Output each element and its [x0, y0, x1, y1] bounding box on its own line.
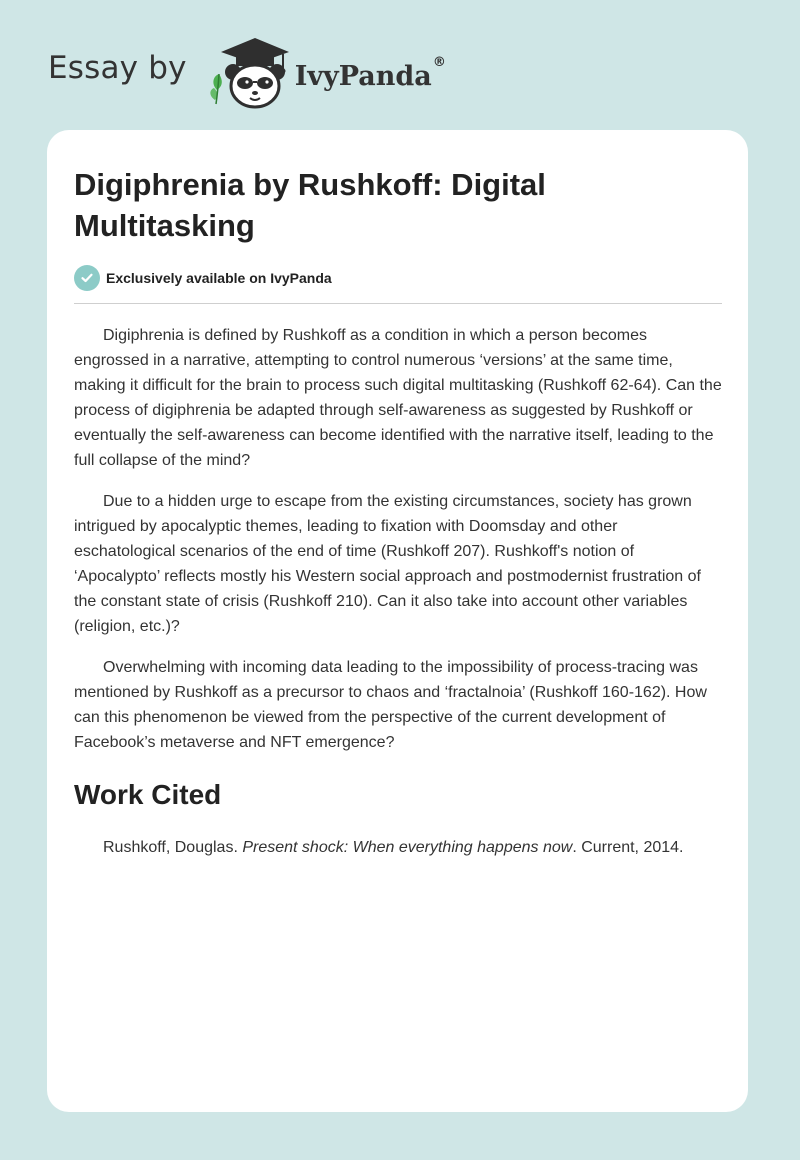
- check-circle-icon: [74, 265, 100, 291]
- exclusive-badge: [74, 264, 722, 292]
- panda-graduate-logo-icon: [205, 34, 293, 110]
- citation-entry: [74, 835, 722, 860]
- essay-card: [47, 130, 748, 1112]
- works-cited-heading: Work Cited: [74, 779, 222, 810]
- essay-title: Digiphrenia by Rushkoff: Digital Multitasking: [74, 167, 546, 243]
- citation-author: Rushkoff, Douglas.: [103, 839, 243, 856]
- brand-name: IvyPanda®: [294, 54, 446, 92]
- divider: [74, 303, 722, 304]
- citation-book-title: Present shock: When everything happens now: [242, 839, 573, 856]
- essay-paragraph: Due to a hidden urge to escape from the existing circumstances, society has grown intrigued by apocalyptic themes, leading to fixation with Doomsday and other eschatological scenarios of the end of time (Rushkoff 207). Rushkoff's notion of ‘Apocalypto’ reflects mostly his Western social approach and postmodernist frustration of the constant state of crisis (Rushkoff 210). Can it also take into account other variables (religion, etc.)?: [74, 493, 701, 635]
- essay-paragraph: Digiphrenia is defined by Rushkoff as a condition in which a person becomes engrossed in a narrative, attempting to control numerous ‘versions’ at the same time, making it difficult for the brain to process such digital multitasking (Rushkoff 62-64). Can the process of digiphrenia be adapted through self-awareness as suggested by Rushkoff or eventually the self-awareness can become identified with the narrative itself, leading to the full collapse of the mind?: [74, 327, 722, 469]
- exclusive-badge-text: Exclusively available on IvyPanda: [106, 270, 332, 286]
- site-header-brand[interactable]: [48, 34, 446, 110]
- essay-paragraph: Overwhelming with incoming data leading to the impossibility of process-tracing was mentioned by Rushkoff as a precursor to chaos and ‘fractalnoia’ (Rushkoff 160-162). How can this phenomenon be viewed from the perspective of the current development of Facebook’s metaverse and NFT emergence?: [74, 659, 707, 751]
- registered-mark: ®: [432, 54, 446, 70]
- citation-publisher: . Current, 2014.: [572, 839, 684, 856]
- brand-prefix: Essay by: [48, 50, 187, 86]
